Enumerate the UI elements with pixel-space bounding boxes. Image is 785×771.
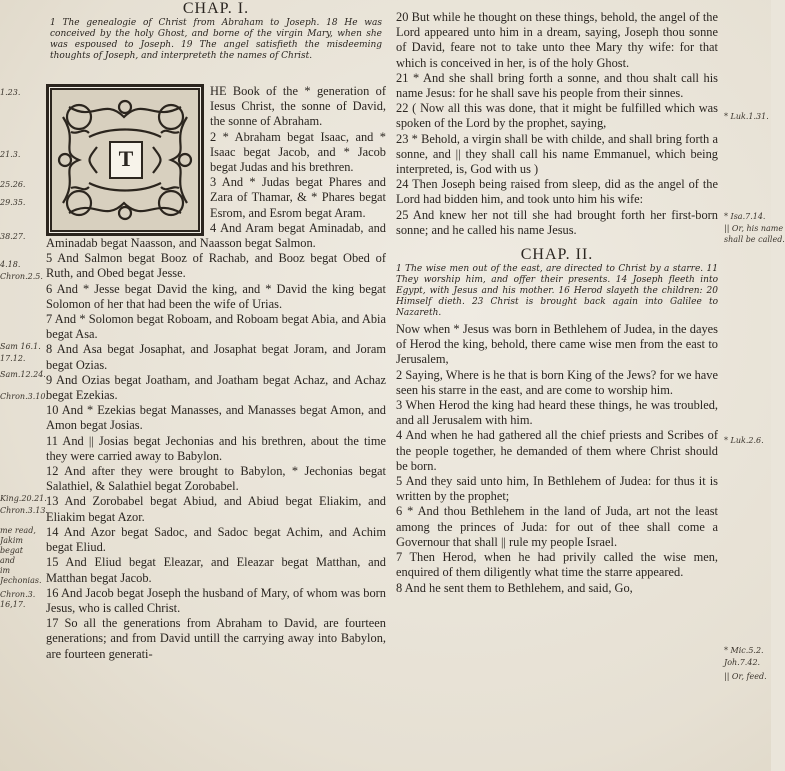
verse-5: 5 And Salmon begat Booz of Rachab, and Booz begat Obed of Ruth, and Obed begat Jesse. [46,251,386,281]
verse-22: 22 ( Now all this was done, that it might be fulfilled which was spoken of the Lord by the prophet, saying, [396,101,718,131]
chapter-2-verse-4: 4 And when he had gathered all the chief priests and Scribes of the people together, he demanded of them where Christ should be born. [396,428,718,473]
verse-6: 6 And * Jesse begat David the king, and * David the king begat Solomon of her that had been the wife of Urias. [46,281,386,311]
margin-ref: Jechonias. [0,576,42,585]
verse-2: 2 * Abraham begat Isaac, and * Isaac begat Jacob, and * Jacob begat Judas and his brethren. [210,129,386,175]
verse-13: 13 And Zorobabel begat Abiud, and Abiud begat Eliakim, and Eliakim begat Azor. [46,494,386,524]
margin-ref: * Mic.5.2. [724,646,764,655]
chapter-2-verse-2: 2 Saying, Where is he that is born King of the Jews? for we have seen his starre in the east, and are come to worship him. [396,367,718,397]
margin-ref: 17.12. [0,354,26,363]
margin-ref: im [0,566,11,575]
chapter-2-verse-6: 6 * And thou Bethlehem in the land of Juda, art not the least among the princes of Juda: for out of thee shall come a Governour that shall || rule my people Israel. [396,504,718,549]
margin-ref: 29.35. [0,198,26,207]
verse-24: 24 Then Joseph being raised from sleep, did as the angel of the Lord had bidden him, and took unto him his wife: [396,177,718,207]
margin-ref: Sam 16.1. [0,342,41,351]
verse-21: 21 * And she shall bring forth a sonne, and thou shalt call his name Jesus: for he shall save his people from their sinnes. [396,70,718,101]
chapter-heading: CHAP. II. [520,246,594,264]
chapter-heading: CHAP. I. [182,0,250,17]
margin-ref: 4.18. [0,260,21,269]
margin-ref: 21.3. [0,150,21,159]
chapter-2-verse-8: 8 And he sent them to Bethlehem, and said, Go, [396,580,633,595]
drop-cap-letter: T [109,141,143,179]
right-column [396,0,718,596]
left-column [46,0,386,662]
verse-14: 14 And Azor begat Sadoc, and Sadoc begat Achim, and Achim begat Eliud. [46,524,386,555]
verse-8: 8 And Asa begat Josaphat, and Josaphat begat Joram, and Joram begat Ozias. [46,342,386,372]
margin-ref: * Luk.2.6. [724,436,764,445]
margin-ref: 38.27. [0,232,26,241]
margin-ref: Chron.3. [0,590,36,599]
margin-ref: Chron.3.10. [0,392,48,401]
margin-ref: 16,17. [0,600,26,609]
chapter-summary: 1 The wise men out of the east, are directed to Christ by a starre. 11 They worship him, and offer their presents. 14 Joseph fleeth into Egypt, with Jesus and his mother. 16 Herod slayeth the children: 20 Himself dieth. 23 Christ is brought back again into Galilee to Nazareth. [396,264,718,319]
verse-1: HE Book of the * generation of Iesus Christ, the sonne of David, the sonne of Abraham. [210,84,386,129]
margin-ref: 1.23. [0,88,21,97]
verse-12: 12 And after they were brought to Babylon, * Jechonias begat Salathiel, & Salathiel begat Zorobabel. [46,464,386,494]
margin-ref: || Or, feed. [724,672,767,681]
margin-ref: || Or, his name [724,224,784,233]
margin-ref: * Luk.1.31. [724,112,769,121]
chapter-2-verse-7: 7 Then Herod, when he had privily called the wise men, enquired of them diligently what time the starre appeared. [396,550,718,580]
verse-7: 7 And * Solomon begat Roboam, and Roboam begat Abia, and Abia begat Asa. [46,312,386,342]
chapter-summary: 1 The genealogie of Christ from Abraham to Joseph. 18 He was conceived by the holy Ghost, and borne of the virgin Mary, when she was espoused to Joseph. 19 The angel satisfieth the misdeeming thoughts of Joseph, and interpreteth the names of Christ. [50,18,382,61]
margin-ref: begat [0,546,23,555]
verse-17: 17 So all the generations from Abraham to David, are fourteen generations; and from David untill the carrying away into Babylon, are fourteen generati- [46,616,386,661]
verse-20: 20 But while he thought on these things, behold, the angel of the Lord appeared unto him in a dream, saying, Joseph thou sonne of David, feare not to take unto thee Mary thy wife: for that which is conceived in her, is of the holy Ghost. [396,10,718,70]
verse-3: 3 And * Judas begat Phares and Zara of Thamar, & * Phares begat Esrom, and Esrom begat Aram. [210,175,386,220]
verse-25: 25 And knew her not till she had brought forth her first-born sonne; and he called his name Jesus. [396,207,718,237]
verse-9: 9 And Ozias begat Joatham, and Joatham begat Achaz, and Achaz begat Ezekias. [46,372,386,403]
verse-10: 10 And * Ezekias begat Manasses, and Manasses begat Amon, and Amon begat Josias. [46,403,386,433]
margin-ref: Sam.12.24. [0,370,46,379]
margin-ref: and [0,556,16,565]
chapter-2-verse-5: 5 And they said unto him, In Bethlehem of Judea: for thus it is written by the prophet; [396,474,718,504]
margin-ref: Joh.7.42. [724,658,761,667]
ornamental-initial [46,84,204,236]
verse-16: 16 And Jacob begat Joseph the husband of Mary, of whom was born Jesus, who is called Christ. [46,585,386,615]
margin-ref: Chron.3.13. [0,506,48,515]
margin-ref: 25.26. [0,180,26,189]
verse-23: 23 * Behold, a virgin shall be with childe, and shall bring forth a sonne, and || they shall call his name Emmanuel, which being interpreted, is, God with us ) [396,131,718,177]
margin-ref: shall be called. [724,235,785,244]
margin-ref: Chron.2.5. [0,272,43,281]
margin-ref: * Isa.7.14. [724,212,766,221]
margin-ref: me read, [0,526,36,535]
margin-ref: King.20.21. [0,494,47,503]
verse-15: 15 And Eliud begat Eleazar, and Eleazar begat Matthan, and Matthan begat Jacob. [46,555,386,585]
chapter-2-verse-1: Now when * Jesus was born in Bethlehem of Judea, in the dayes of Herod the king, behold, there came wise men from the east to Jerusalem, [396,322,718,367]
verse-11: 11 And || Josias begat Jechonias and his brethren, about the time they were carried away to Babylon. [46,433,386,463]
chapter-2-verse-3: 3 When Herod the king had heard these things, he was troubled, and all Jerusalem with him. [396,398,718,428]
verse-4: 4 And Aram begat Aminadab, and Aminadab begat Naasson, and Naasson begat Salmon. [46,220,386,251]
margin-ref: Jakim [0,536,23,545]
